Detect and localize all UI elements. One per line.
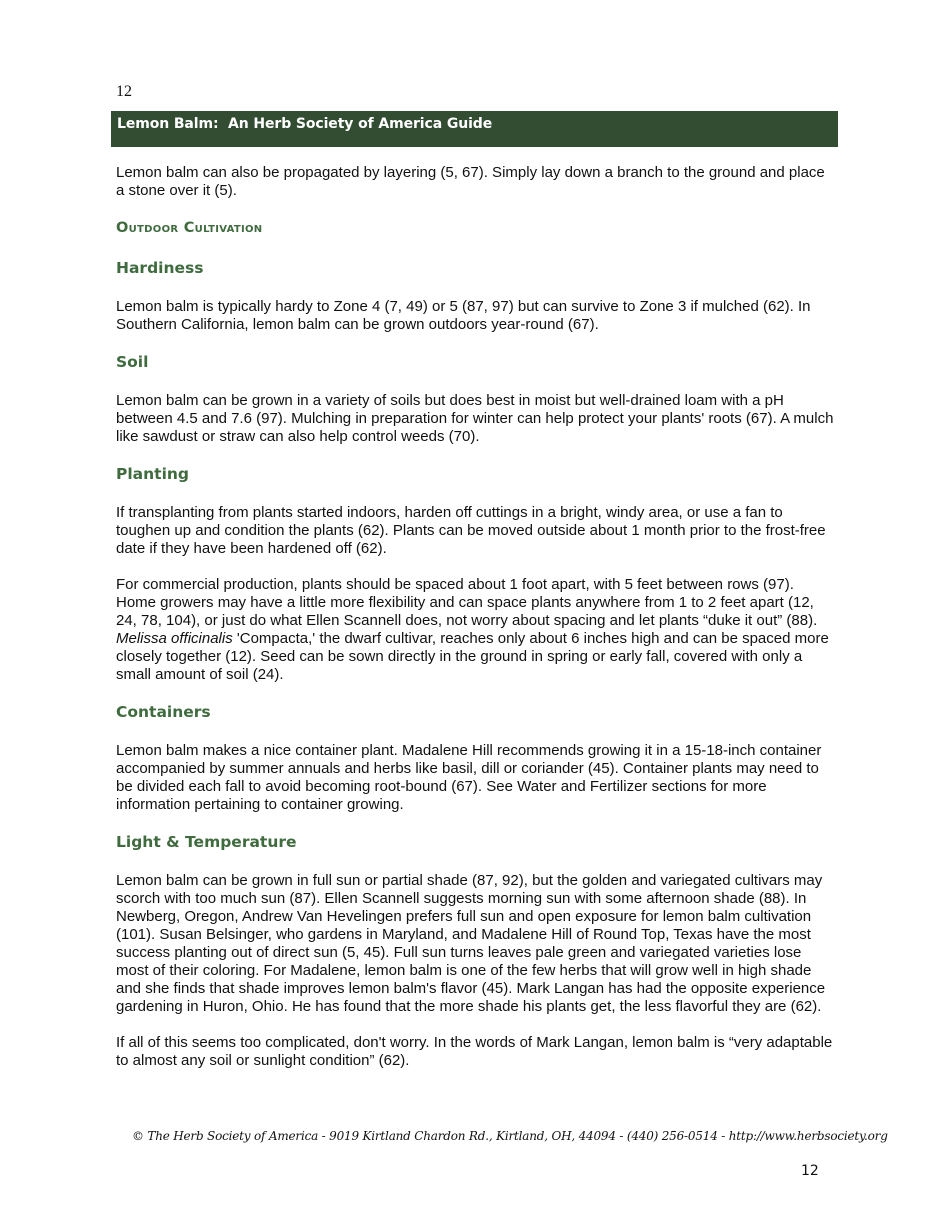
paragraph-light-2: If all of this seems too complicated, don't worry. In the words of Mark Langan, lemon balm is “very adaptable to almost any soil or sunlight condition” (62). xyxy=(116,1034,833,1069)
heading-planting: Planting xyxy=(116,465,190,483)
paragraph-soil: Lemon balm can be grown in a variety of soils but does best in moist but well-drained loam with a pH between 4.5 and 7.6 (97). Mulching in preparation for winter can help protect your plants' roots (67). A mulch like sawdust or straw can also help control weeds (70). xyxy=(116,392,834,445)
paragraph-light-1: Lemon balm can be grown in full sun or partial shade (87, 92), but the golden and variegated cultivars may scorch with too much sun (87). Ellen Scannell suggests morning sun with some afternoon shade (88). In Newberg, Oregon, Andrew Van Hevelingen prefers full sun and open exposure for lemon balm cultivation (101). Susan Belsinger, who gardens in Maryland, and Madalene Hill of Round Top, Texas have the most success planting out of direct sun (5, 45). Full sun turns leaves pale green and variegated varieties lose most of their coloring. For Madalene, lemon balm is one of the few herbs that will grow well in high shade and she finds that shade improves lemon balm's flavor (45). Mark Langan has had the opposite experience gardening in Huron, Ohio. He has found that the more shade his plants get, the less flavorful they are (62). xyxy=(116,872,826,1015)
intro-paragraph: Lemon balm can also be propagated by layering (5, 67). Simply lay down a branch to the ground and place a stone over it (5). xyxy=(116,164,825,199)
heading-containers: Containers xyxy=(116,703,211,721)
paragraph-planting-2 xyxy=(116,576,836,684)
header-title: Lemon Balm: An Herb Society of America Guide xyxy=(117,116,493,132)
heading-hardiness: Hardiness xyxy=(116,259,204,277)
header-bar xyxy=(111,111,838,147)
heading-light-temperature: Light & Temperature xyxy=(116,833,297,851)
paragraph-containers: Lemon balm makes a nice container plant. Madalene Hill recommends growing it in a 15-18-inch container accompanied by summer annuals and herbs like basil, dill or coriander (45). Container plants may need to be divided each fall to avoid becoming root-bound (67). See Water and Fertilizer sections for more information pertaining to container growing. xyxy=(116,742,822,813)
footer-copyright: © The Herb Society of America - 9019 Kirtland Chardon Rd., Kirtland, OH, 44094 - (440) 256-0514 - http://www.herbsociety.org xyxy=(132,1129,888,1143)
planting-text-part-1: For commercial production, plants should be spaced about 1 foot apart, with 5 feet between rows (97). Home growers may have a little more flexibility and can space plants anywhere from 1 to 2 feet apart (12, 24, 78, 104), or just do what Ellen Scannell does, not worry about spacing and let plants “duke it out” (88). xyxy=(116,576,818,629)
paragraph-planting-1: If transplanting from plants started indoors, harden off cuttings in a bright, windy area, or use a fan to toughen up and condition the plants (62). Plants can be moved outside about 1 month prior to the frost-free date if they have been hardened off (62). xyxy=(116,504,826,557)
main-content xyxy=(116,164,836,1088)
page-number-top: 12 xyxy=(116,83,132,100)
species-name: Melissa officinalis xyxy=(116,630,233,647)
section-title-outdoor-cultivation: Outdoor Cultivation xyxy=(116,220,263,236)
planting-text-part-2: 'Compacta,' the dwarf cultivar, reaches only about 6 inches high and can be spaced more closely together (12). Seed can be sown directly in the ground in spring or early fall, covered with only a small amount of soil (24). xyxy=(116,630,829,683)
heading-soil: Soil xyxy=(116,353,149,371)
page-number-bottom: 12 xyxy=(801,1163,819,1179)
paragraph-hardiness: Lemon balm is typically hardy to Zone 4 (7, 49) or 5 (87, 97) but can survive to Zone 3 if mulched (62). In Southern California, lemon balm can be grown outdoors year-round (67). xyxy=(116,298,811,333)
